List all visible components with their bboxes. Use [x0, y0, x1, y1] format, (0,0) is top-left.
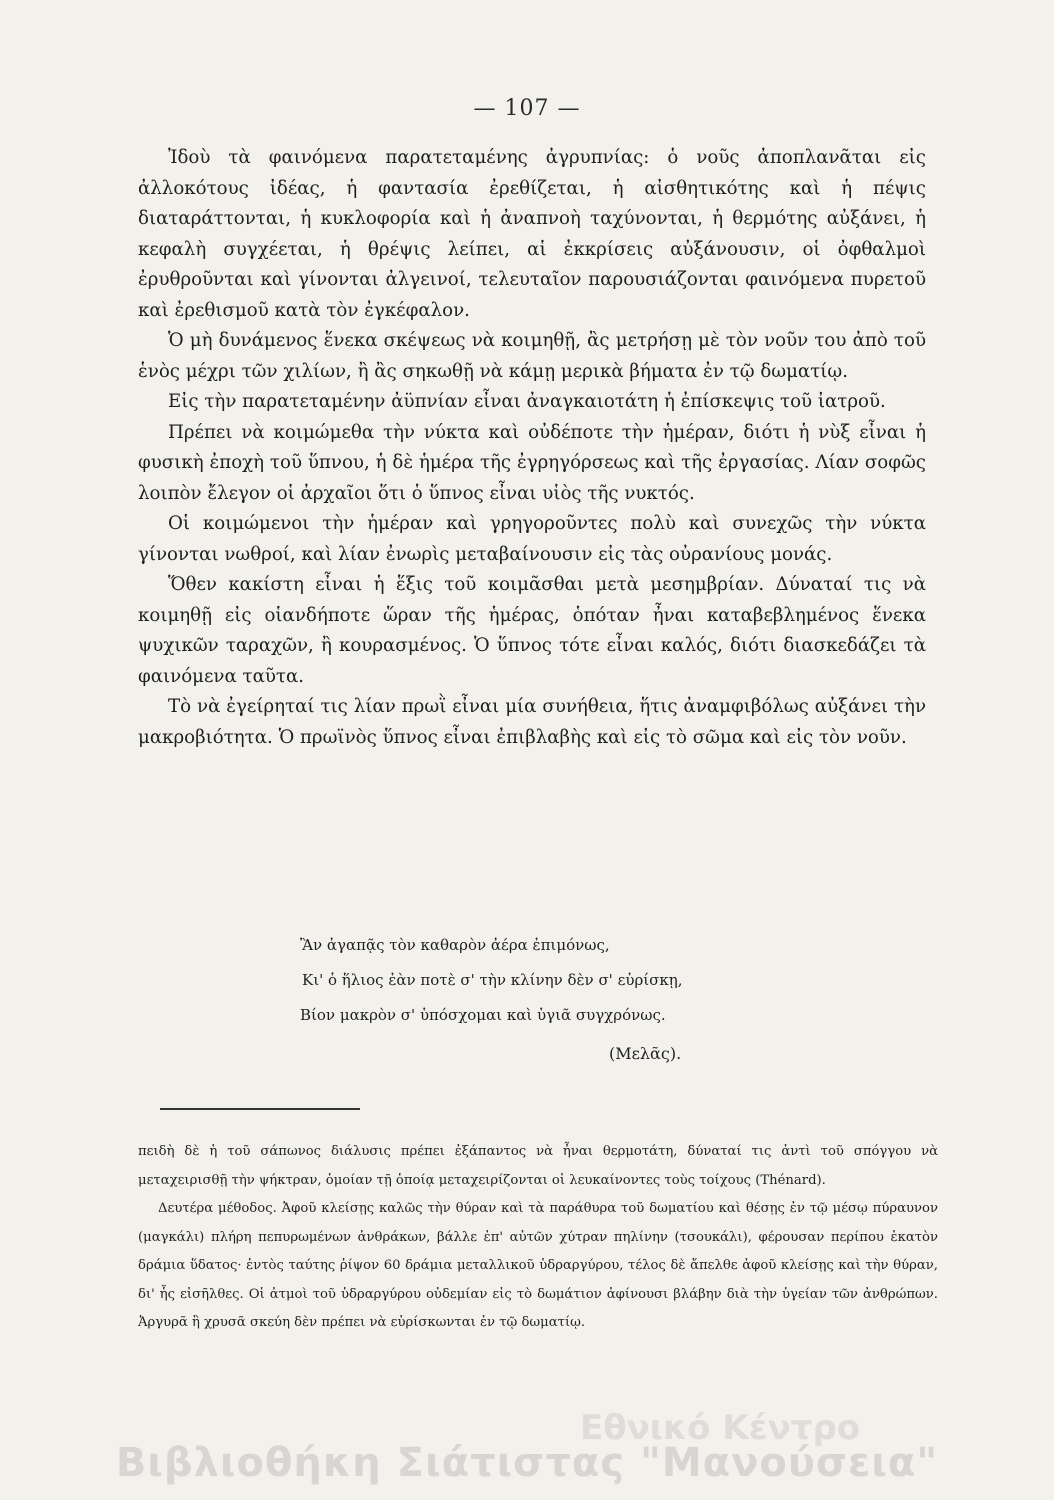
poem-line: Κι' ὁ ἥλιος ἐὰν ποτὲ σ' τὴν κλίνην δὲν σ' εὑρίσκῃ,	[302, 971, 683, 989]
paragraph: Εἰς τὴν παρατεταμένην ἀϋπνίαν εἶναι ἀναγκαιοτάτη ἡ ἐπίσκεψις τοῦ ἰατροῦ.	[168, 391, 886, 412]
library-watermark-line2: Βιβλιοθήκη Σιάτιστας "Μανούσεια"	[115, 1440, 939, 1486]
paragraph: Οἱ κοιμώμενοι τὴν ἡμέραν καὶ γρηγοροῦντες πολὺ καὶ συνεχῶς τὴν νύκτα γίνονται νωθροί, καὶ λίαν ἐνωρὶς μεταβαίνουσιν εἰς τὰς οὐρανίους μονάς.	[138, 513, 926, 565]
footnote-divider	[160, 1108, 360, 1110]
main-text	[138, 143, 926, 753]
page-number: — 107 —	[473, 96, 581, 121]
footnote: Δευτέρα μέθοδος. Ἀφοῦ κλείσῃς καλῶς τὴν θύραν καὶ τὰ παράθυρα τοῦ δωματίου καὶ θέσῃς ἐν τῷ μέσῳ πύραυνον (μαγκάλι) πλήρη πεπυρωμένων ἀνθράκων, βάλλε ἐπ' αὐτῶν χύτραν πηλίνην (τσουκάλι), φέρουσαν περίπου ἑκατὸν δράμια ὕδατος· ἐντὸς ταύτης ῥίψον 60 δράμια μεταλλικοῦ ὑδραργύρου, τέλος δὲ ἄπελθε ἀφοῦ κλείσῃς καὶ τὴν θύραν, δι' ἧς εἰσῆλθες. Οἱ ἀτμοὶ τοῦ ὑδραργύρου οὐδεμίαν εἰς τὸ δωμάτιον ἀφίνουσι βλάβην διὰ τὴν ὑγείαν τῶν ἀνθρώπων. Ἀργυρᾶ ἢ χρυσᾶ σκεύη δὲν πρέπει νὰ εὑρίσκωνται ἐν τῷ δωματίῳ.	[138, 1201, 938, 1330]
footnote: πειδὴ δὲ ἡ τοῦ σάπωνος διάλυσις πρέπει ἐξάπαντος νὰ ἦναι θερμοτάτη, δύναταί τις ἀντὶ τοῦ σπόγγου νὰ μεταχειρισθῇ τὴν ψήκτραν, ὁμοίαν τῇ ὁποίᾳ μεταχειρίζονται οἱ λευκαίνοντες τοὺς τοίχους (Thénard).	[138, 1144, 938, 1188]
footnotes	[138, 1138, 938, 1338]
poem-attribution: (Μελᾶς).	[609, 1044, 682, 1063]
paragraph: Πρέπει νὰ κοιμώμεθα τὴν νύκτα καὶ οὐδέποτε τὴν ἡμέραν, διότι ἡ νὺξ εἶναι ἡ φυσικὴ ἐποχὴ τοῦ ὕπνου, ἡ δὲ ἡμέρα τῆς ἐγρηγόρσεως καὶ τῆς ἐργασίας. Λίαν σοφῶς λοιπὸν ἔλεγον οἱ ἀρχαῖοι ὅτι ὁ ὕπνος εἶναι υἱὸς τῆς νυκτός.	[138, 421, 926, 504]
poem-line: Βίον μακρὸν σ' ὑπόσχομαι καὶ ὑγιᾶ συγχρόνως.	[300, 1006, 666, 1024]
paragraph: Ὁ μὴ δυνάμενος ἕνεκα σκέψεως νὰ κοιμηθῇ, ἂς μετρήσῃ μὲ τὸν νοῦν του ἀπὸ τοῦ ἑνὸς μέχρι τῶν χιλίων, ἢ ἂς σηκωθῇ νὰ κάμῃ μερικὰ βήματα ἐν τῷ δωματίῳ.	[138, 330, 926, 382]
paragraph: Τὸ νὰ ἐγείρηταί τις λίαν πρωῒ εἶναι μία συνήθεια, ἥτις ἀναμφιβόλως αὐξάνει τὴν μακροβιότητα. Ὁ πρωϊνὸς ὕπνος εἶναι ἐπιβλαβὴς καὶ εἰς τὸ σῶμα καὶ εἰς τὸν νοῦν.	[138, 696, 926, 748]
poem-line: Ἂν ἀγαπᾷς τὸν καθαρὸν ἀέρα ἐπιμόνως,	[300, 936, 610, 954]
library-watermark-line1: Εθνικό Κέντρο	[580, 1408, 861, 1448]
poem	[300, 928, 683, 1063]
paragraph: Ἰδοὺ τὰ φαινόμενα παρατεταμένης ἀγρυπνίας: ὁ νοῦς ἀποπλανᾶται εἰς ἀλλοκότους ἰδέας, ἡ φαντασία ἐρεθίζεται, ἡ αἰσθητικότης καὶ ἡ πέψις διαταράττονται, ἡ κυκλοφορία καὶ ἡ ἀναπνοὴ ταχύνονται, ἡ θερμότης αὐξάνει, ἡ κεφαλὴ συγχέεται, ἡ θρέψις λείπει, αἱ ἐκκρίσεις αὐξάνουσιν, οἱ ὀφθαλμοὶ ἐρυθροῦνται καὶ γίνονται ἀλγεινοί, τελευταῖον παρουσιάζονται φαινόμενα πυρετοῦ καὶ ἐρεθισμοῦ κατὰ τὸν ἐγκέφαλον.	[138, 147, 926, 321]
paragraph: Ὅθεν κακίστη εἶναι ἡ ἕξις τοῦ κοιμᾶσθαι μετὰ μεσημβρίαν. Δύναταί τις νὰ κοιμηθῇ εἰς οἱανδήποτε ὥραν τῆς ἡμέρας, ὁπόταν ἦναι καταβεβλημένος ἕνεκα ψυχικῶν ταραχῶν, ἢ κουρασμένος. Ὁ ὕπνος τότε εἶναι καλός, διότι διασκεδάζει τὰ φαινόμενα ταῦτα.	[138, 574, 926, 687]
